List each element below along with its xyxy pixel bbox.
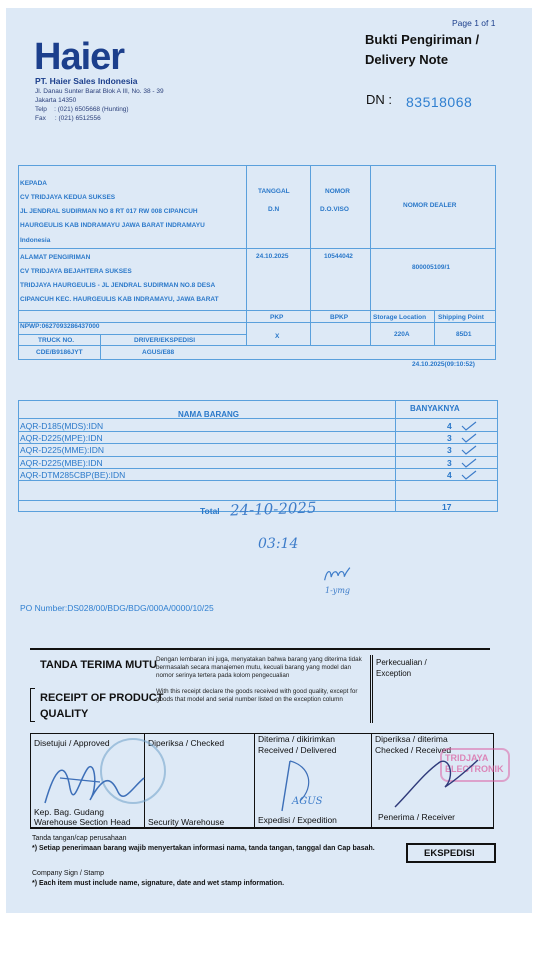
divider xyxy=(18,310,496,311)
item-qty: 4 xyxy=(447,469,452,480)
foot-label: Expedisi / Expedition xyxy=(258,815,337,825)
shipping-value: 85D1 xyxy=(456,331,472,338)
received-label-en: Checked / Received xyxy=(375,745,452,755)
item-qty: 3 xyxy=(447,445,452,456)
divider xyxy=(434,310,435,345)
divider xyxy=(246,165,247,345)
check-mark-icon xyxy=(460,458,478,468)
nomor-label: NOMOR xyxy=(325,188,350,195)
divider xyxy=(18,418,498,419)
handwritten-note: 1-ymg xyxy=(325,586,351,595)
pkp-label: PKP xyxy=(270,314,284,321)
note-id: *) Setiap penerimaan barang wajib menyertakan informasi nama, tanda tangan, tanggal dan Cap basah. xyxy=(32,845,375,852)
dealer-label: NOMOR DEALER xyxy=(403,202,457,209)
foot-label: Warehouse Section Head xyxy=(34,817,131,827)
driver-label: DRIVER/EKSPEDISI xyxy=(134,337,196,344)
receipt-title-en: RECEIPT OF PRODUCT xyxy=(40,692,164,704)
checked-label: Diperiksa / Checked xyxy=(148,738,225,748)
divider xyxy=(370,655,371,723)
receipt-title-id: TANDA TERIMA MUTU xyxy=(40,659,157,671)
company-name: PT. Haier Sales Indonesia xyxy=(35,76,138,86)
item-qty: 3 xyxy=(447,457,452,468)
check-mark-icon xyxy=(460,433,478,443)
kepada-address: JL JENDRAL SUDIRMAN NO 8 RT 017 RW 008 CIPANCUH xyxy=(20,208,198,215)
receipt-text-id: Dengan lembaran ini juga, menyatakan bahwa barang yang diterima tidak bermasalah secara manajemen mutu, kecuali barang yang model dan nomor serinya tertera pada kolom pengecualian xyxy=(156,656,362,679)
haier-logo: Haier xyxy=(34,36,125,78)
foot-label: Security Warehouse xyxy=(148,817,225,827)
handwritten-date: 24-10-2025 xyxy=(229,498,317,520)
exception-label-en: Exception xyxy=(376,669,412,678)
receipt-title-en-2: QUALITY xyxy=(40,708,89,720)
alamat-address: TRIDJAYA HAURGEULIS - JL JENDRAL SUDIRMAN NO.8 DESA xyxy=(20,282,216,289)
divider xyxy=(30,648,490,650)
alamat-address: CIPANCUH KEC. HAURGEULIS KAB INDRAMAYU, JAWA BARAT xyxy=(20,296,219,303)
handwritten-time: 03:14 xyxy=(258,536,299,552)
kepada-name: CV TRIDJAYA KEDUA SUKSES xyxy=(20,194,116,201)
truck-label: TRUCK NO. xyxy=(38,337,75,344)
print-timestamp: 24.10.2025(09:10:52) xyxy=(412,361,475,368)
fax-line: Fax : (021) 6512556 xyxy=(35,115,101,122)
item-name: AQR-DTM285CBP(BE):IDN xyxy=(20,469,126,480)
dn-number: 83518068 xyxy=(406,94,473,110)
doc-title-id: Bukti Pengiriman / xyxy=(365,32,480,47)
dn-label: DN : xyxy=(366,92,392,107)
alamat-name: CV TRIDJAYA BEJAHTERA SUKSES xyxy=(20,268,132,275)
tanggal-label: TANGGAL xyxy=(258,188,290,195)
doc-title-en: Delivery Note xyxy=(365,52,449,67)
handwritten-name: AGUS xyxy=(292,796,323,807)
item-qty: 3 xyxy=(447,433,452,444)
receipt-text-en: With this receipt declare the goods received with good quality, except for goods that model and serial number listed on the exception column xyxy=(156,688,358,703)
storage-value: 220A xyxy=(394,331,410,338)
divider xyxy=(371,733,372,829)
item-name: AQR-D225(MME):IDN xyxy=(20,445,105,456)
approved-label: Disetujui / Approved xyxy=(34,738,110,748)
phone-line: Telp : (021) 6505668 (Hunting) xyxy=(35,106,129,113)
nomor-value: 10544042 xyxy=(324,253,353,260)
divider xyxy=(18,334,246,335)
note-en: *) Each item must include name, signature, date and wet stamp information. xyxy=(32,880,285,887)
po-number: PO Number:DS028/00/BDG/BDG/000A/0000/10/25 xyxy=(20,603,214,613)
delivered-label-en: Received / Delivered xyxy=(258,745,337,755)
divider xyxy=(18,248,496,249)
receiver-stamp: TRIDJAYA ELECTRONIK xyxy=(440,748,510,782)
divider xyxy=(310,165,311,345)
col-banyaknya: BANYAKNYA xyxy=(410,404,460,413)
delivery-signature xyxy=(270,756,340,816)
total-label: Total xyxy=(200,506,220,516)
check-mark-icon xyxy=(460,470,478,480)
divider xyxy=(254,733,255,829)
item-qty: 4 xyxy=(447,421,452,431)
ekspedisi-label: EKSPEDISI xyxy=(424,848,475,859)
check-mark-icon xyxy=(460,445,478,455)
company-sign-en: Company Sign / Stamp xyxy=(32,870,104,877)
storage-label: Storage Location xyxy=(373,314,427,321)
col-nama-barang: NAMA BARANG xyxy=(178,410,240,419)
bracket xyxy=(30,688,31,722)
kepada-country: Indonesia xyxy=(20,237,51,244)
delivered-label: Diterima / dikirimkan xyxy=(258,734,335,744)
kepada-label: KEPADA xyxy=(20,180,47,187)
divider xyxy=(100,334,101,360)
dealer-value: 800005109/1 xyxy=(412,264,450,271)
address-line: Jl. Danau Sunter Barat Blok A III, No. 38 - 39 xyxy=(35,88,164,95)
check-mark-icon xyxy=(460,421,478,431)
address-line: Jakarta 14350 xyxy=(35,97,77,104)
tanggal-value: 24.10.2025 xyxy=(256,253,289,260)
bpkp-label: BPKP xyxy=(330,314,349,321)
bracket xyxy=(30,721,35,722)
total-value: 17 xyxy=(442,502,452,512)
foot-label: Penerima / Receiver xyxy=(378,812,456,822)
nomor-label-do: D.O.VISO xyxy=(320,206,349,213)
driver-value: AGUS/E88 xyxy=(142,349,175,356)
exception-label: Perkecualian / xyxy=(376,658,427,667)
pkp-value: X xyxy=(275,333,280,340)
truck-value: CDE/B9186JYT xyxy=(36,349,83,356)
tanggal-label-dn: D.N xyxy=(268,206,280,213)
item-name: AQR-D185(MDS):IDN xyxy=(20,421,104,431)
company-sign-id: Tanda tangan/cap perusahaan xyxy=(32,835,127,842)
divider xyxy=(370,165,371,345)
received-label: Diperiksa / diterima xyxy=(375,734,448,744)
bracket xyxy=(30,688,35,689)
divider xyxy=(372,655,373,723)
foot-label: Kep. Bag. Gudang xyxy=(34,807,104,817)
alamat-label: ALAMAT PENGIRIMAN xyxy=(20,254,91,261)
page-number: Page 1 of 1 xyxy=(452,18,496,28)
shipping-label: Shipping Point xyxy=(438,314,484,321)
item-name: AQR-D225(MBE):IDN xyxy=(20,457,103,468)
receiver-signature xyxy=(390,752,480,812)
kepada-address: HAURGEULIS KAB INDRAMAYU JAWA BARAT INDRAMAYU xyxy=(20,222,205,229)
item-name: AQR-D225(MPE):IDN xyxy=(20,433,103,444)
divider xyxy=(18,345,496,346)
npwp: NPWP:0627093286437000 xyxy=(20,323,100,330)
